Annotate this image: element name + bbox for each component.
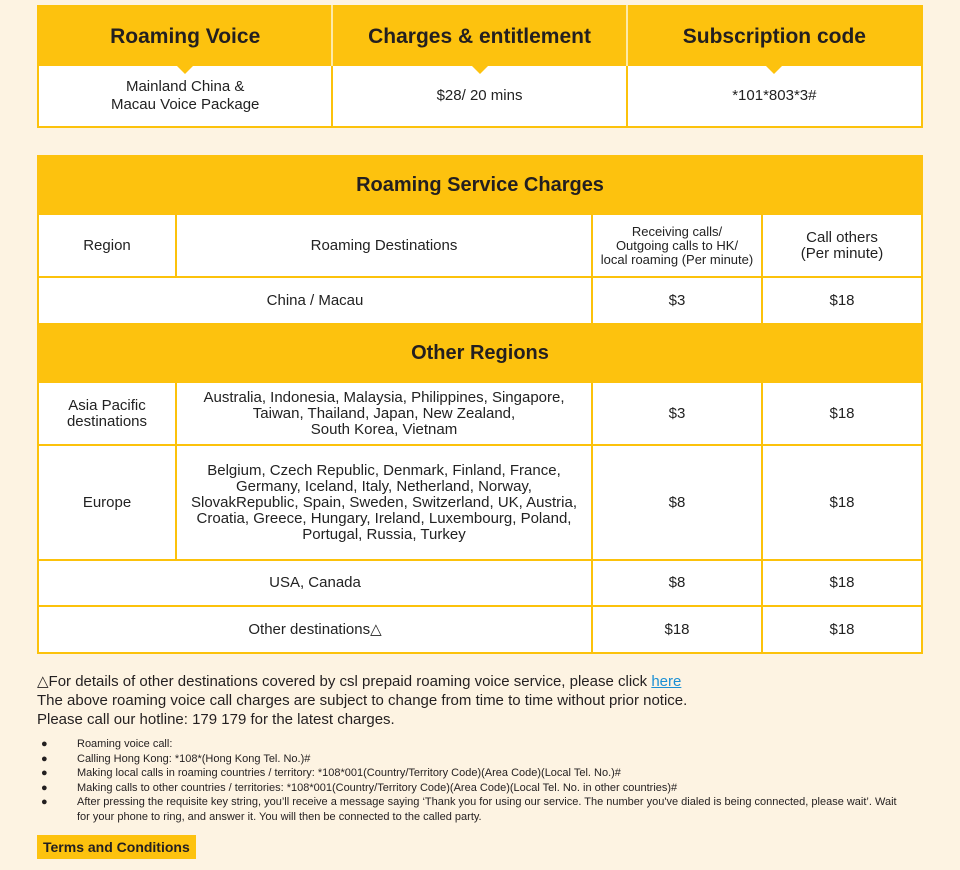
receiving-rate-cell: $3: [592, 382, 762, 445]
voice-package-header-row: [38, 6, 922, 66]
table-row-asia-pacific: [38, 382, 922, 445]
list-item-text: Making local calls in roaming countries / territory: *108*001(Country/Territory Code)(Area Code)(Local Tel. No.)#: [77, 767, 621, 780]
package-name-cell: [38, 66, 332, 127]
destination-cell: [176, 382, 592, 445]
list-item-text: Making calls to other countries / territories: *108*001(Country/Territory Code)(Area Code)(Local Tel. No. in other countries)#: [77, 781, 678, 794]
bullet-icon: ●: [41, 796, 48, 809]
header-charges: [332, 6, 626, 66]
header-label: Subscription code: [682, 24, 866, 48]
destination-line: South Korea, Vietnam: [310, 420, 458, 438]
bullet-icon: ●: [41, 781, 48, 794]
package-code-cell: *101*803*3#: [627, 66, 922, 127]
voice-package-row: [38, 66, 922, 127]
table-row-other-destinations: [38, 606, 922, 653]
col-header-receiving: [592, 214, 762, 277]
call-others-rate-cell: $18: [762, 382, 922, 445]
destination-cell: China / Macau: [38, 277, 592, 324]
header-label: Roaming Voice: [110, 24, 261, 48]
change-notice: The above roaming voice call charges are subject to change from time to time without prior notice.: [37, 692, 688, 709]
terms-and-conditions-button[interactable]: Terms and Conditions: [37, 835, 196, 859]
col-header-line: Receiving calls/: [631, 223, 723, 239]
list-item-text: After pressing the requisite key string, you’ll receive a message saying ‘Thank you for using our service. The number you've dialed is being connected, please wait’. Wait for your phone to ring, and answer it. You will then be connected to the called party.: [77, 796, 897, 823]
table-row-china-macau: [38, 277, 922, 324]
call-others-rate-cell: $18: [762, 606, 922, 653]
here-link[interactable]: here: [651, 673, 682, 690]
destination-line: Taiwan, Thailand, Japan, New Zealand,: [252, 404, 516, 422]
usage-instructions-list: [37, 737, 907, 825]
header-roaming-voice: [38, 6, 332, 66]
voice-package-table: [37, 5, 923, 128]
hotline-note: Please call our hotline: 179 179 for the latest charges.: [37, 711, 395, 728]
table-row-usa-canada: [38, 560, 922, 606]
call-others-rate-cell: $18: [762, 277, 922, 324]
destination-line: Croatia, Greece, Hungary, Ireland, Luxembourg, Poland,: [196, 509, 572, 527]
roaming-service-charges-table: [37, 155, 923, 654]
receiving-rate-cell: $3: [592, 277, 762, 324]
list-item: [37, 795, 907, 824]
list-item: [37, 737, 907, 752]
bullet-icon: ●: [41, 738, 48, 750]
bullet-icon: ●: [41, 767, 48, 780]
col-header-line: Outgoing calls to HK/: [615, 237, 739, 253]
service-charges-title-row: [38, 156, 922, 214]
header-subscription-code: [627, 6, 922, 66]
charges-notes: [37, 672, 917, 729]
call-others-rate-cell: $18: [762, 560, 922, 606]
package-name-line: Mainland China &: [125, 78, 245, 95]
list-item: [37, 766, 907, 781]
destination-cell: [176, 445, 592, 560]
destination-line: Germany, Iceland, Italy, Netherland, Norway,: [236, 477, 532, 495]
col-header-line: (Per minute): [800, 244, 884, 262]
receiving-rate-cell: $18: [592, 606, 762, 653]
destination-line: SlovakRepublic, Spain, Sweden, Switzerland, UK, Austria,: [190, 493, 578, 511]
destination-line: Australia, Indonesia, Malaysia, Philippines, Singapore,: [203, 388, 565, 406]
col-header-call-others: [762, 214, 922, 277]
receiving-rate-cell: $8: [592, 560, 762, 606]
col-header-region: Region: [38, 214, 176, 277]
destination-cell: USA, Canada: [38, 560, 592, 606]
down-arrow-icon: [471, 65, 489, 74]
service-charges-header-row: [38, 214, 922, 277]
table-row-europe: [38, 445, 922, 560]
region-line: destinations: [66, 412, 148, 430]
col-header-line: local roaming (Per minute): [600, 251, 754, 267]
bullet-icon: ●: [41, 752, 48, 765]
col-header-line: Call others: [806, 228, 878, 246]
note-text: △For details of other destinations covered by csl prepaid roaming voice service, please click: [37, 673, 652, 690]
other-regions-title: Other Regions: [38, 324, 922, 382]
call-others-rate-cell: $18: [762, 445, 922, 560]
col-header-destinations: Roaming Destinations: [176, 214, 592, 277]
down-arrow-icon: [176, 65, 194, 74]
destination-cell: Other destinations△: [38, 606, 592, 653]
region-cell: [38, 382, 176, 445]
destination-line: Portugal, Russia, Turkey: [302, 525, 466, 543]
other-regions-title-row: [38, 324, 922, 382]
service-charges-title: Roaming Service Charges: [38, 156, 922, 214]
list-item-text: Calling Hong Kong: *108*(Hong Kong Tel. No.)#: [77, 752, 311, 765]
list-item-text: Roaming voice call:: [77, 738, 173, 750]
list-item: [37, 752, 907, 767]
region-line: Asia Pacific: [68, 396, 146, 414]
package-charge-cell: $28/ 20 mins: [332, 66, 626, 127]
destinations-note: [37, 672, 917, 691]
region-cell: Europe: [38, 445, 176, 560]
package-name-line: Macau Voice Package: [110, 96, 260, 113]
header-label: Charges & entitlement: [368, 24, 591, 48]
receiving-rate-cell: $8: [592, 445, 762, 560]
destination-line: Belgium, Czech Republic, Denmark, Finland, France,: [207, 461, 561, 479]
list-item: [37, 781, 907, 796]
down-arrow-icon: [765, 65, 783, 74]
